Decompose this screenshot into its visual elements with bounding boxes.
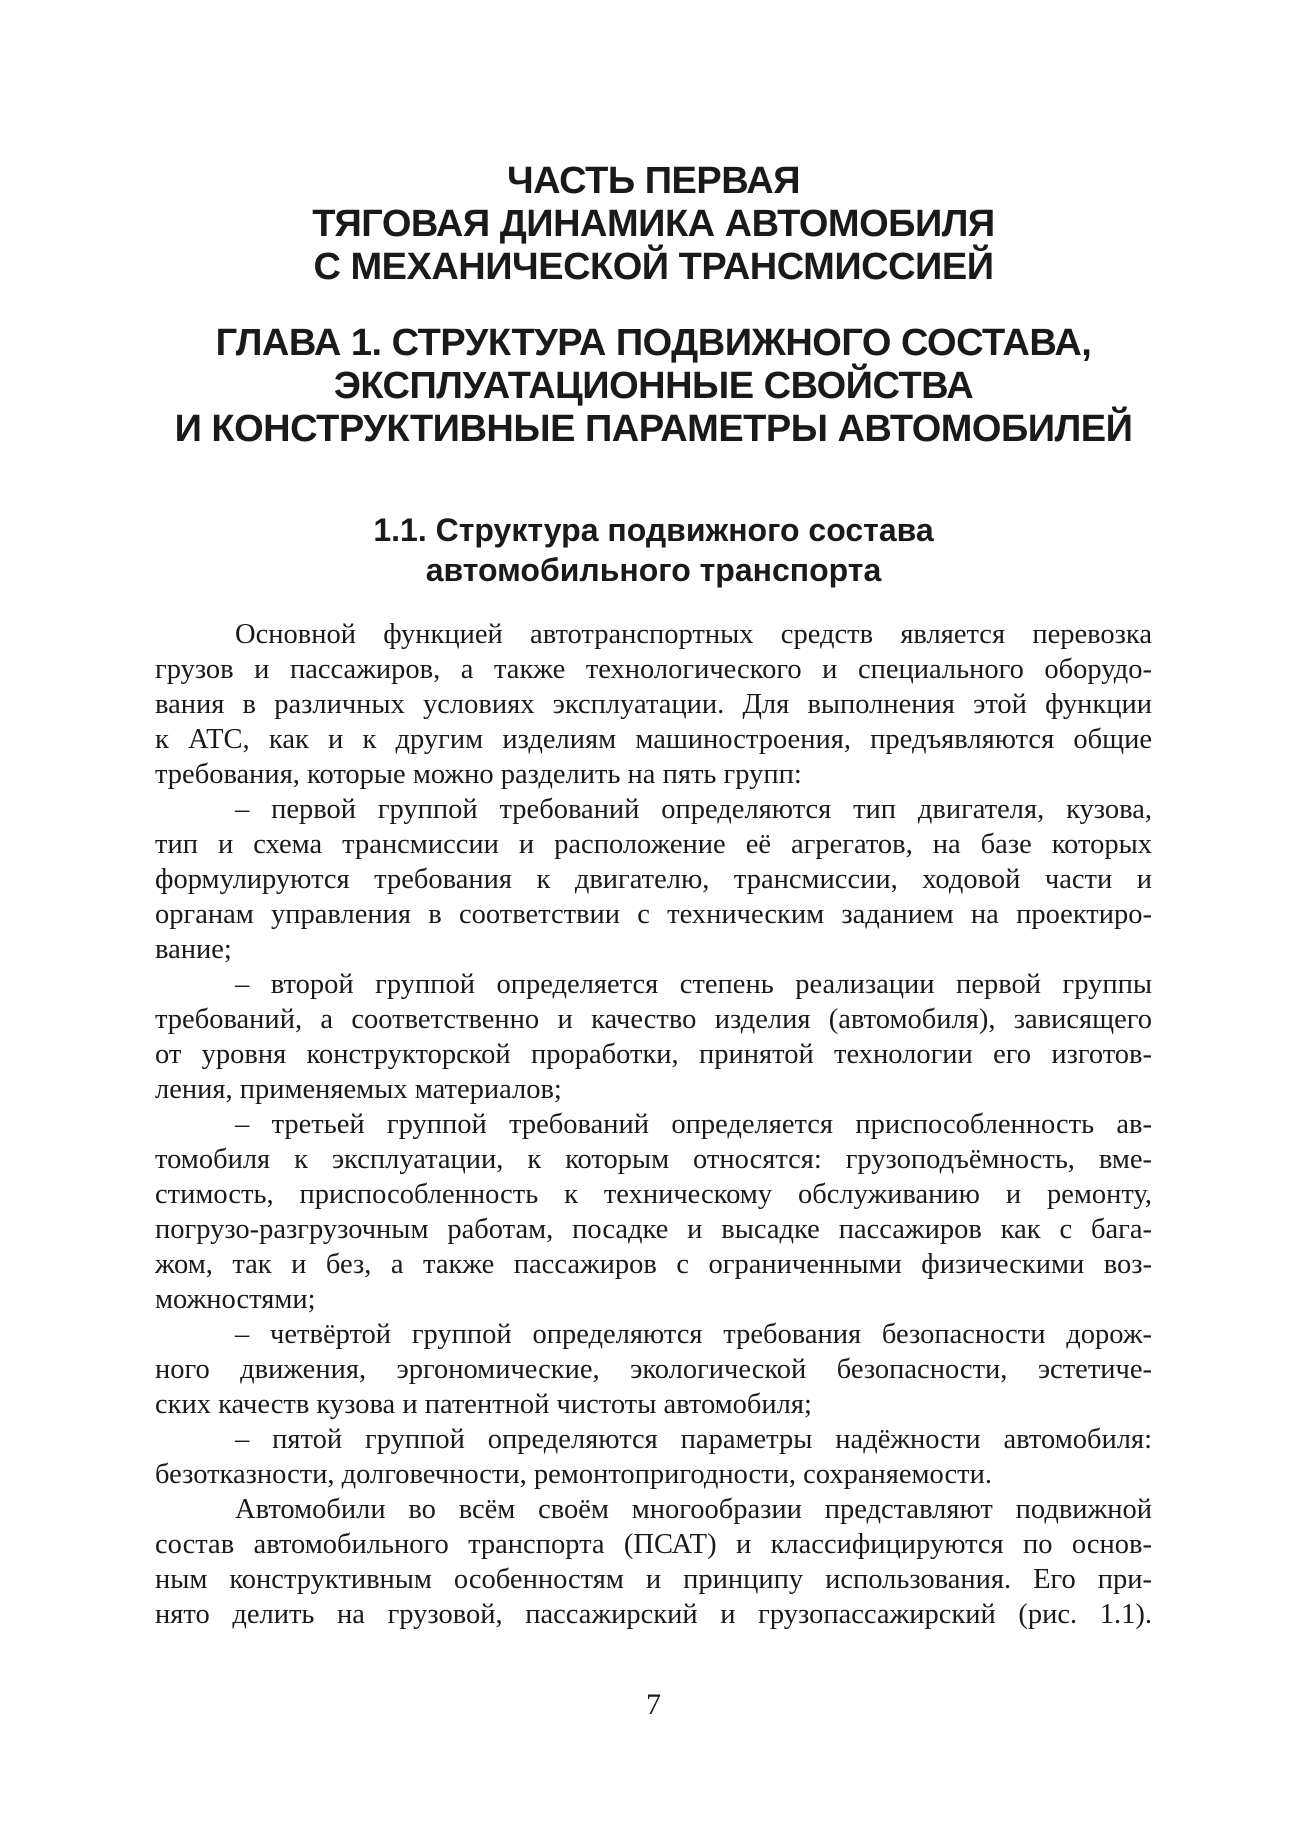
text-line: вания в различных условиях эксплуатации. Для выполнения этой функции [155,689,1152,720]
text-line: – второй группой определяется степень реализации первой группы [235,969,1152,1000]
page-number: 7 [646,1688,661,1721]
text-line: – пятой группой определяются параметры надёжности автомобиля: [235,1424,1152,1455]
section-heading-line-1: 1.1. Структура подвижного состава [373,512,934,548]
text-line: жом, так и без, а также пассажиров с ограниченными физическими воз- [155,1249,1152,1280]
chapter-heading-line-2: ЭКСПЛУАТАЦИОННЫЕ СВОЙСТВА [333,365,974,407]
text-line: можностями; [155,1284,316,1315]
section-heading-line-2: автомобильного транспорта [425,552,882,588]
text-line: состав автомобильного транспорта (ПСАТ) и классифицируются по основ- [155,1529,1152,1560]
text-line: томобиля к эксплуатации, к которым относятся: грузоподъёмность, вме- [155,1144,1152,1175]
chapter-heading [0,322,1307,451]
text-line: вание; [155,934,232,965]
text-line: требования, которые можно разделить на пять групп: [155,759,802,790]
text-line: – четвёртой группой определяются требования безопасности дорож- [235,1319,1152,1350]
text-line: Основной функцией автотранспортных средств является перевозка [235,619,1152,650]
text-line: нято делить на грузовой, пассажирский и грузопассажирский (рис. 1.1). [155,1599,1152,1630]
text-line: ного движения, эргономические, экологической безопасности, эстетиче- [155,1354,1152,1385]
text-line: органам управления в соответствии с техническим заданием на проектиро- [155,899,1152,930]
chapter-heading-line-3: И КОНСТРУКТИВНЫЕ ПАРАМЕТРЫ АВТОМОБИЛЕЙ [174,408,1133,450]
text-line: грузов и пассажиров, а также технологического и специального оборудо- [155,654,1152,685]
text-line: к АТС, как и к другим изделиям машиностроения, предъявляются общие [155,724,1152,755]
text-line: тип и схема трансмиссии и расположение её агрегатов, на базе которых [155,829,1152,860]
text-line: безотказности, долговечности, ремонтопригодности, сохраняемости. [155,1459,992,1490]
text-line: стимость, приспособленность к техническому обслуживанию и ремонту, [155,1179,1152,1210]
part-heading-line-1: ЧАСТЬ ПЕРВАЯ [506,160,801,202]
body-text [155,617,1152,1632]
text-line: ления, применяемых материалов; [155,1074,562,1105]
text-line: ным конструктивным особенностям и принципу использования. Его при- [155,1564,1152,1595]
section-heading [0,510,1307,590]
chapter-heading-line-1: ГЛАВА 1. СТРУКТУРА ПОДВИЖНОГО СОСТАВА, [215,322,1092,364]
text-line: формулируются требования к двигателю, трансмиссии, ходовой части и [155,864,1152,895]
text-line: ских качеств кузова и патентной чистоты автомобиля; [155,1389,812,1420]
text-line: – первой группой требований определяются тип двигателя, кузова, [235,794,1152,825]
text-line: от уровня конструкторской проработки, принятой технологии его изготов- [155,1039,1152,1070]
text-line: Автомобили во всём своём многообразии представляют подвижной [235,1494,1152,1525]
part-heading [0,160,1307,289]
part-heading-line-3: С МЕХАНИЧЕСКОЙ ТРАНСМИССИЕЙ [313,246,994,288]
text-line: – третьей группой требований определяется приспособленность ав- [235,1109,1152,1140]
text-line: требований, а соответственно и качество изделия (автомобиля), зависящего [155,1004,1152,1035]
part-heading-line-2: ТЯГОВАЯ ДИНАМИКА АВТОМОБИЛЯ [312,203,995,245]
text-line: погрузо-разгрузочным работам, посадке и высадке пассажиров как с бага- [155,1214,1152,1245]
